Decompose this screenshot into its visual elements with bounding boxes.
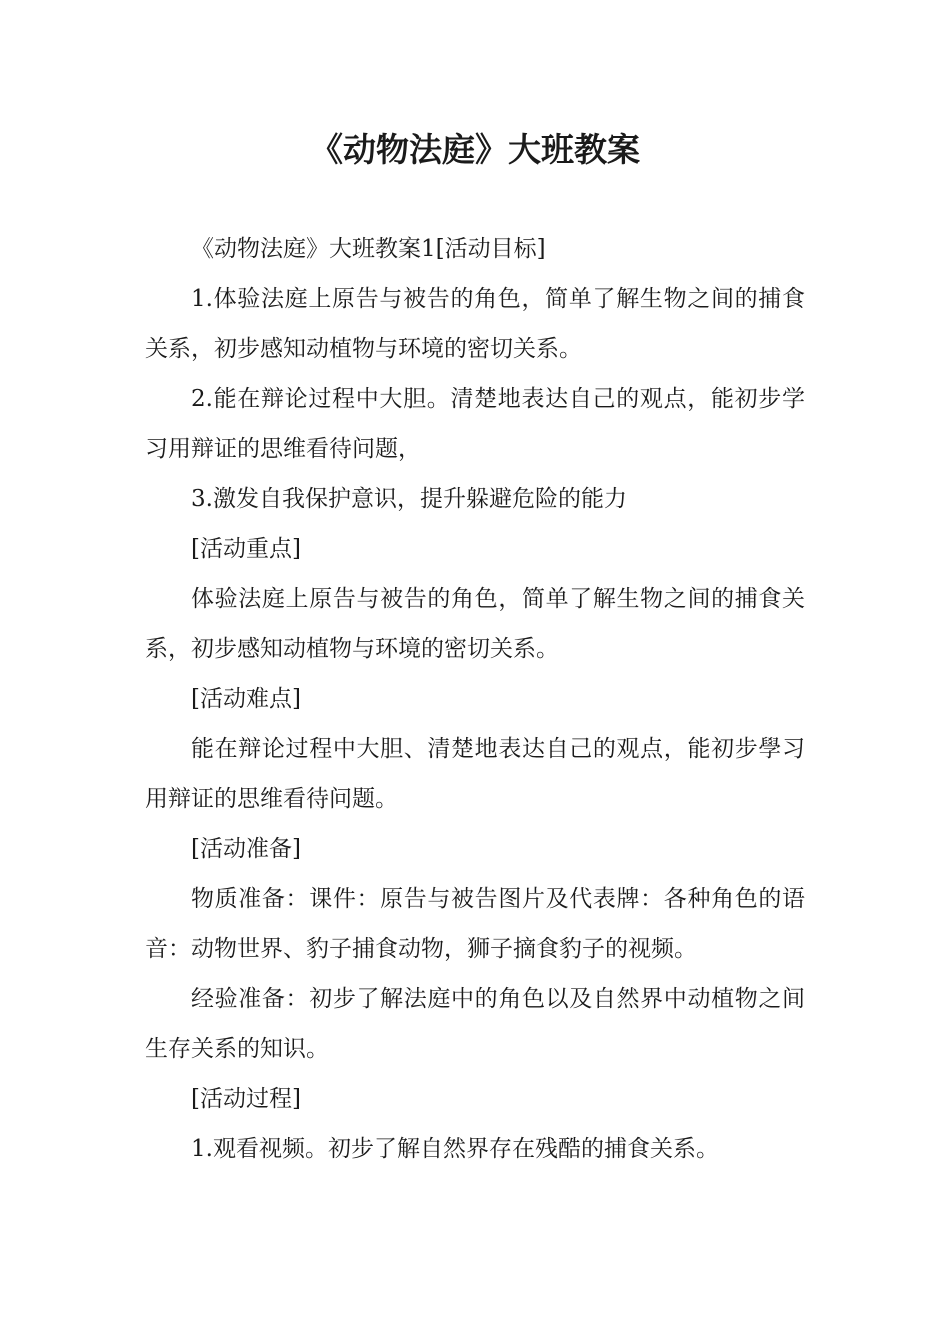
paragraph-difficulties: 能在辩论过程中大胆、清楚地表达自己的观点，能初步學习用辩证的思维看待问题。 <box>145 736 805 812</box>
section-heading-preparation: [活动准备] <box>191 836 301 862</box>
paragraph-goal-2: 2.能在辩论过程中大胆。清楚地表达自己的观点，能初步学习用辩证的思维看待问题， <box>145 386 805 462</box>
section-heading-key-points: [活动重点] <box>191 536 301 562</box>
paragraph-experience-prep: 经验准备：初步了解法庭中的角色以及自然界中动植物之间生存关系的知识。 <box>145 986 805 1062</box>
paragraph-material-prep: 物质准备：课件：原告与被告图片及代表牌：各种角色的语音：动物世界、豹子捕食动物，狮子摘食豹子的视频。 <box>145 886 805 962</box>
section-heading-difficulties: [活动难点] <box>191 686 301 712</box>
section-heading-process: [活动过程] <box>191 1086 301 1112</box>
paragraph-process-1: 1.观看视频。初步了解自然界存在残酷的捕食关系。 <box>191 1136 719 1162</box>
paragraph-key-points: 体验法庭上原告与被告的角色，简单了解生物之间的捕食关系，初步感知动植物与环境的密切关系。 <box>145 586 805 662</box>
document-body <box>145 224 805 1174</box>
paragraph-goal-3: 3.激发自我保护意识，提升躲避危险的能力 <box>191 486 627 512</box>
paragraph-intro: 《动物法庭》大班教案1[活动目标] <box>191 236 546 262</box>
paragraph-goal-1: 1.体验法庭上原告与被告的角色，简单了解生物之间的捕食关系，初步感知动植物与环境的密切关系。 <box>145 286 805 362</box>
document-title: 《动物法庭》大班教案 <box>310 130 640 169</box>
